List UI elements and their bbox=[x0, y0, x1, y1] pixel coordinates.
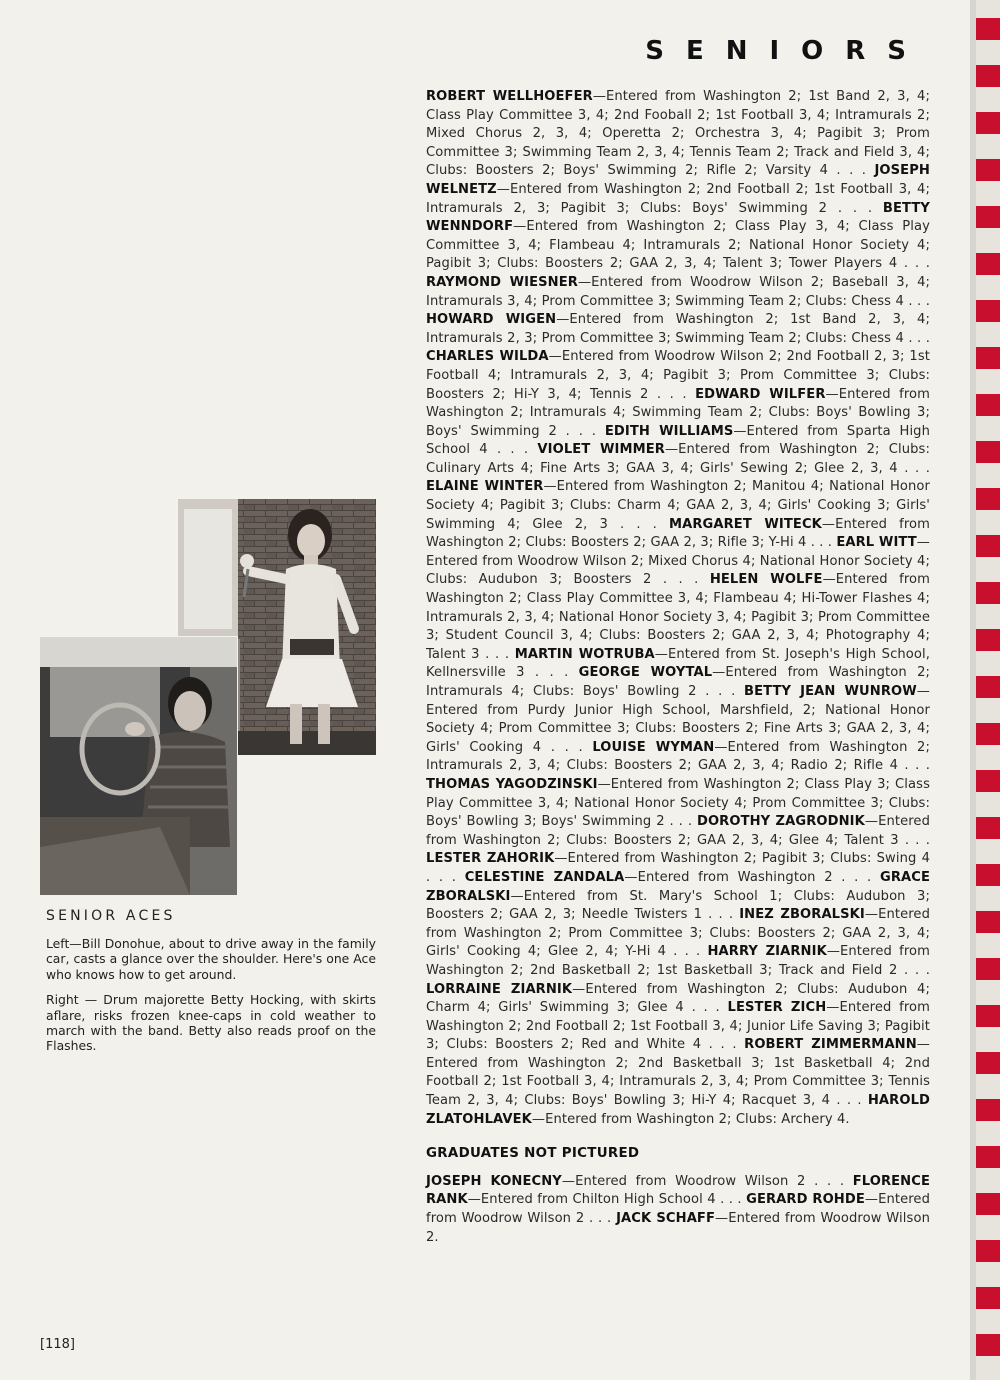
student-name: LESTER ZAHORIK bbox=[426, 851, 555, 867]
student-name: THOMAS YAGODZINSKI bbox=[426, 776, 598, 792]
student-details: —Entered from Woodrow Wilson 2 . . . bbox=[426, 1192, 930, 1227]
student-details: —Entered from Sparta High School 4 . . . bbox=[426, 423, 930, 458]
student-name: EARL WITT bbox=[836, 535, 917, 551]
student-name: RAYMOND WIESNER bbox=[426, 274, 578, 290]
student-details: —Entered from Washington 2; Clubs: Archery 4. bbox=[531, 1111, 850, 1127]
entry bbox=[426, 1174, 853, 1189]
student-name: GERARD ROHDE bbox=[746, 1192, 865, 1208]
student-details: —Entered from Washington 2; Clubs: Boosters 2; GAA 2, 3; Rifle 3; Y-Hi 4 . . . bbox=[426, 516, 930, 551]
student-name: CHARLES WILDA bbox=[426, 349, 549, 365]
student-details: —Entered from Washington 2; Class Play 3; Class Play Committee 3, 4; National Honor Society 4; Prom Committee 3; Clubs: Boys' Bowling 3; Boys' Swimming 2 . . . bbox=[426, 776, 930, 830]
student-name: HOWARD WIGEN bbox=[426, 312, 557, 328]
student-details: —Entered from Washington 2; Manitou 4; National Honor Society 4; Pagibit 3; Clubs: Charm 4; GAA 2, 3, 4; Girls' Cooking 3; Girls' Swimming 4; Glee 2, 3 . . . bbox=[426, 479, 930, 532]
student-details: —Entered from Washington 2; 1st Band 2, 3, 4; Class Play Committee 3, 4; 2nd Fooball 2; 1st Football 3, 4; Intramurals 2; Mixed Chorus 2, 3, 4; Operetta 2; Orchestra 3, 4; Pagibit 3; Prom Committee 3; Swimming Team 2, 3, 4; Tennis Team 2; Track and Field 3, 4; Clubs: Boosters 2; Boys' Swimming 2; Rifle 2; Varsity 4 . . . bbox=[426, 89, 930, 179]
student-details: —Entered from Washington 2; Clubs: Culinary Arts 4; Fine Arts 3; GAA 3, 4; Girls' Sewing 2; Glee 2, 3, 4 . . . bbox=[426, 442, 930, 476]
student-details: —Entered from Woodrow Wilson 2; Mixed Chorus 4; National Honor Society 4; Clubs: Audubon 3; Boosters 2 . . . bbox=[426, 535, 930, 588]
caption-left: Left—Bill Donohue, about to drive away in the family car, casts a glance over the shoulder. Here's one Ace who knows how to get around. bbox=[46, 936, 376, 982]
student-name: HELEN WOLFE bbox=[709, 572, 823, 588]
student-details: —Entered from Washington 2; Clubs: Audubon 4; Charm 4; Girls' Swimming 3; Glee 4 . . . bbox=[426, 981, 930, 1016]
student-name: INEZ ZBORALSKI bbox=[739, 907, 865, 923]
student-name: EDWARD WILFER bbox=[695, 386, 826, 402]
student-name: ROBERT WELLHOEFER bbox=[426, 89, 593, 104]
student-name: HAROLD ZLATOHLAVEK bbox=[426, 1093, 930, 1127]
student-name: ROBERT ZIMMERMANN bbox=[744, 1037, 917, 1053]
student-details: —Entered from Woodrow Wilson 2; Baseball 3, 4; Intramurals 3, 4; Prom Committee 3; Swimming Team 2; Clubs: Chess 4 . . . bbox=[426, 274, 931, 309]
entry bbox=[426, 312, 930, 346]
biography-paragraph bbox=[426, 88, 930, 1129]
student-name: GEORGE WOYTAL bbox=[578, 665, 713, 681]
student-name: LOUISE WYMAN bbox=[592, 739, 715, 755]
student-details: —Entered from Washington 2; 2nd Basketball 2; 1st Basketball 3; Track and Field 2 . . . bbox=[426, 944, 930, 978]
student-details: —Entered from Washington 2; Pagibit 3; Clubs: Swing 4 . . . bbox=[426, 851, 930, 885]
student-name: JOSEPH KONECNY bbox=[426, 1173, 562, 1189]
student-details: —Entered from Washington 2; Class Play 3, 4; Class Play Committee 3, 4; Flambeau 4; Intramurals 2; National Honor Society 4; Pagibit 3; Clubs: Boosters 2; GAA 2, 3, 4; Talent 3; Tower Players 4 . . . bbox=[426, 219, 930, 272]
student-details: —Entered from Washington 2; Intramurals 4; Clubs: Boys' Bowling 2 . . . bbox=[426, 665, 931, 699]
student-name: ELAINE WINTER bbox=[426, 479, 544, 495]
entry bbox=[426, 275, 930, 309]
student-details: —Entered from Woodrow Wilson 2; 2nd Football 2, 3; 1st Football 4; Intramurals 2, 3, 4; Pagibit 3; Prom Committee 3; Clubs: Boosters 2; Hi-Y 3, 4; Tennis 2 . . . bbox=[426, 349, 931, 402]
student-details: —Entered from Woodrow Wilson 2. bbox=[426, 1211, 930, 1245]
not-pictured-paragraph bbox=[426, 1173, 930, 1247]
student-name: GRACE ZBORALSKI bbox=[426, 869, 930, 904]
senior-biographies bbox=[426, 88, 930, 1247]
student-name: JACK SCHAFF bbox=[616, 1211, 716, 1227]
student-details: —Entered from Washington 2; Class Play Committee 3, 4; Flambeau 4; Hi-Tower Flashes 4; Intramurals 2, 3, 4; National Honor Society 3, 4; Pagibit 3; Prom Committee 3; Student Council 3, 4; Clubs: Boosters 2; GAA 2, 3, 4; Photography 4; Talent 3 . . . bbox=[426, 572, 930, 662]
student-name: BETTY JEAN WUNROW bbox=[744, 684, 917, 699]
student-details: —Entered from Washington 2; Intramurals 2, 3, 4; Clubs: Boosters 2; GAA 2, 3, 4; Radio 2; Rifle 4 . . . bbox=[426, 739, 930, 774]
student-details: —Entered from Washington 2; 2nd Football 2; 1st Football 3, 4; Intramurals 2, 3; Pagibit 3; Clubs: Boys' Swimming 2 . . . bbox=[426, 181, 930, 216]
caption-title: SENIOR ACES bbox=[46, 908, 176, 924]
photo-caption bbox=[46, 936, 376, 1064]
student-name: VIOLET WIMMER bbox=[537, 442, 665, 458]
student-name: MARTIN WOTRUBA bbox=[514, 646, 655, 662]
student-details: —Entered from Washington 2 . . . bbox=[624, 869, 880, 885]
student-details: —Entered from Washington 2; Intramurals 4; Swimming Team 2; Clubs: Boys' Bowling 3; Boys' Swimming 2 . . . bbox=[426, 386, 930, 439]
student-name: JOSEPH WELNETZ bbox=[426, 163, 930, 197]
student-details: —Entered from Washington 2; Clubs: Boosters 2; GAA 2, 3, 4; Glee 4; Talent 3 . . . bbox=[426, 814, 930, 848]
student-name: BETTY WENNDORF bbox=[426, 200, 930, 235]
student-name: MARGARET WITECK bbox=[669, 516, 822, 532]
student-details: —Entered from Washington 2; Prom Committee 3; Clubs: Boosters 2; GAA 2, 3, 4; Girls' Cooking 4; Glee 2, 4; Y-Hi 4 . . . bbox=[426, 907, 930, 960]
student-details: —Entered from Chilton High School 4 . . . bbox=[467, 1192, 747, 1208]
student-name: FLORENCE RANK bbox=[426, 1173, 930, 1208]
student-details: —Entered from Washington 2; 2nd Football 2; 1st Football 3, 4; Junior Life Saving 3; Pagibit 3; Clubs: Boosters 2; Red and White 4 . . . bbox=[426, 1000, 930, 1053]
student-name: DOROTHY ZAGRODNIK bbox=[696, 814, 865, 830]
car-driver-photo bbox=[39, 636, 238, 896]
page-title: SENIORS bbox=[645, 36, 928, 66]
student-name: HARRY ZIARNIK bbox=[707, 944, 827, 960]
spiral-binding bbox=[970, 0, 1000, 1380]
student-details: —Entered from Woodrow Wilson 2 . . . bbox=[561, 1173, 853, 1189]
not-pictured-heading: GRADUATES NOT PICTURED bbox=[426, 1146, 640, 1162]
entry bbox=[426, 89, 930, 178]
student-details: —Entered from Washington 2; 2nd Basketball 3; 1st Basketball 4; 2nd Football 2; 1st Football 3, 4; Intramurals 2, 3, 4; Prom Committee 3; Tennis Team 2, 3, 4; Clubs: Boys' Bowling 3; Hi-Y 4; Racquet 3, 4 . . . bbox=[426, 1037, 930, 1109]
entry bbox=[465, 870, 880, 885]
student-name: EDITH WILLIAMS bbox=[604, 423, 734, 439]
student-name: LORRAINE ZIARNIK bbox=[426, 981, 573, 997]
caption-right: Right — Drum majorette Betty Hocking, with skirts aflare, risks frozen knee-caps in cold weather to march with the band. Betty also reads proof on the Flashes. bbox=[46, 992, 376, 1054]
student-name: CELESTINE ZANDALA bbox=[464, 869, 625, 885]
page-number: [118] bbox=[40, 1337, 75, 1352]
student-name: LESTER ZICH bbox=[727, 1000, 827, 1016]
student-details: —Entered from Washington 2; 1st Band 2, 3, 4; Intramurals 2, 3; Prom Committee 3; Swimming Team 2; Clubs: Chess 4 . . . bbox=[426, 312, 930, 346]
student-details: —Entered from St. Joseph's High School, Kellnersville 3 . . . bbox=[426, 646, 931, 681]
student-details: —Entered from Purdy Junior High School, Marshfield, 2; National Honor Society 4; Prom Committee 3; Clubs: Boosters 2; Fine Arts 3; GAA 2, 3, 4; Girls' Cooking 4 . . . bbox=[426, 684, 930, 755]
student-details: —Entered from St. Mary's School 1; Clubs: Audubon 3; Boosters 2; GAA 2, 3; Needle Twisters 1 . . . bbox=[426, 888, 930, 923]
